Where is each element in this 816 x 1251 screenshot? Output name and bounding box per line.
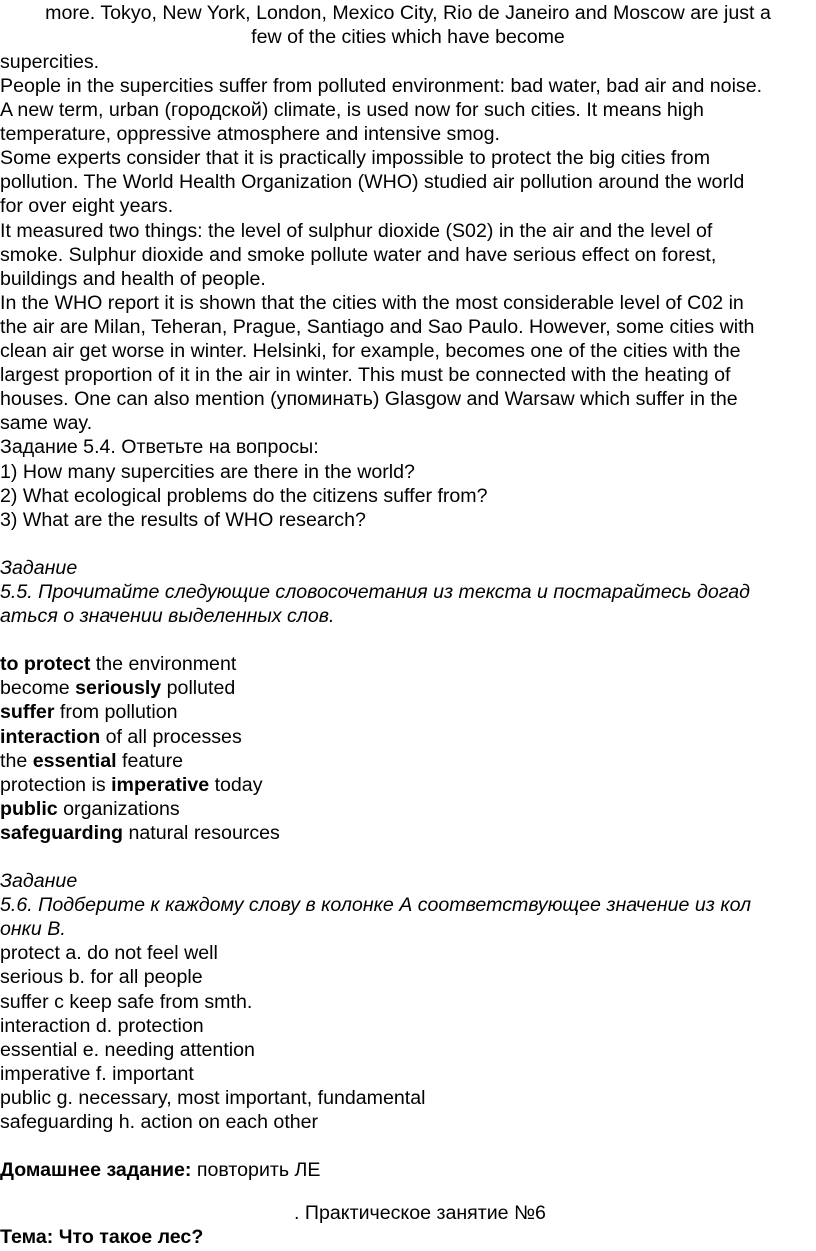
spacer: [0, 532, 816, 556]
task-5-5-label: Задание: [0, 556, 78, 579]
paragraph: [0, 146, 816, 218]
question: 2) What ecological problems do the citizens suffer from?: [0, 484, 488, 507]
highlighted-word: imperative: [111, 773, 210, 796]
paragraph-line: pollution. The World Health Organization (WHO) studied air pollution around the world: [0, 171, 745, 194]
phrase-item: protection is imperative today: [0, 773, 263, 796]
task-5-6-text: онки В.: [0, 918, 66, 941]
match-item: safeguarding h. action on each other: [0, 1111, 319, 1134]
document-body: [0, 50, 816, 1182]
spacer: [0, 845, 816, 869]
paragraph-line: A new term, urban (городской) climate, is used now for such cities. It means high: [0, 99, 704, 122]
lesson-title: . Практическое занятие №6: [294, 1202, 546, 1224]
phrase-item: safeguarding natural resources: [0, 821, 280, 844]
paragraph-line: smoke. Sulphur dioxide and smoke pollute water and have serious effect on forest,: [0, 243, 717, 266]
task-5-4: [0, 435, 816, 531]
task-5-6: [0, 869, 816, 1134]
phrase-item: interaction of all processes: [0, 725, 242, 748]
highlighted-word: public: [0, 797, 58, 820]
match-item: interaction d. protection: [0, 1014, 204, 1037]
paragraph-line: It measured two things: the level of sulphur dioxide (S02) in the air and the level of: [0, 219, 713, 242]
paragraph-line: clean air get worse in winter. Helsinki, for example, becomes one of the cities with the: [0, 340, 741, 363]
match-item: serious b. for all people: [0, 966, 203, 989]
paragraph-line: People in the supercities suffer from polluted environment: bad water, bad air and noise.: [0, 75, 763, 97]
paragraph-line: for over eight years.: [0, 195, 174, 218]
match-item: public g. necessary, most important, fundamental: [0, 1086, 426, 1109]
paragraph-line: In the WHO report it is shown that the cities with the most considerable level of C02 in: [0, 291, 744, 314]
phrase-list: [0, 652, 816, 845]
topic-heading: Тема: Что такое лес?: [0, 1226, 204, 1248]
match-item: essential e. needing attention: [0, 1038, 255, 1061]
homework-label: Домашнее задание:: [0, 1159, 192, 1182]
paragraph-line: largest proportion of it in the air in winter. This must be connected with the heating of: [0, 364, 731, 387]
paragraph-line: temperature, oppressive atmosphere and intensive smog.: [0, 123, 500, 146]
task-5-5-text: 5.5. Прочитайте следующие словосочетания из текста и постарайтесь догад: [0, 580, 750, 603]
phrase-item: public organizations: [0, 797, 180, 820]
question: 1) How many supercities are there in the world?: [0, 460, 415, 483]
highlighted-word: suffer: [0, 701, 55, 724]
homework-text: повторить ЛЕ: [191, 1159, 321, 1182]
task-5-6-label: Задание: [0, 870, 78, 893]
phrase-item: the essential feature: [0, 749, 184, 772]
homework: [0, 1158, 816, 1182]
task-5-5: [0, 556, 816, 845]
question: 3) What are the results of WHO research?: [0, 508, 366, 531]
spacer: [0, 628, 816, 652]
paragraph: [0, 74, 816, 146]
highlighted-word: interaction: [0, 725, 101, 748]
phrase-item: to protect the environment: [0, 653, 237, 676]
match-item: protect a. do not feel well: [0, 942, 218, 965]
paragraph-line: houses. One can also mention (упоминать) Glasgow and Warsaw which suffer in the: [0, 388, 738, 411]
task-5-4-heading: Задание 5.4. Ответьте на вопросы:: [0, 436, 319, 459]
match-item: suffer c keep safe from smth.: [0, 990, 253, 1013]
intro-line-1: more. Tokyo, New York, London, Mexico City, Rio de Janeiro and Moscow are just a: [45, 2, 771, 24]
match-list: [0, 941, 816, 1134]
highlighted-word: to protect: [0, 653, 91, 676]
paragraph-line: same way.: [0, 412, 93, 435]
paragraph-line: buildings and health of people.: [0, 267, 266, 290]
spacer: [0, 1134, 816, 1158]
highlighted-word: seriously: [75, 677, 162, 700]
paragraph-line: Some experts consider that it is practically impossible to protect the big cities from: [0, 147, 711, 170]
match-item: imperative f. important: [0, 1062, 194, 1085]
task-5-5-text: аться о значении выделенных слов.: [0, 605, 335, 628]
highlighted-word: safeguarding: [0, 821, 124, 844]
highlighted-word: essential: [32, 749, 117, 772]
paragraph: [0, 219, 816, 291]
paragraph-line: the air are Milan, Teheran, Prague, Santiago and Sao Paulo. However, some cities with: [0, 315, 755, 338]
intro-line-2: few of the cities which have become: [251, 26, 565, 49]
intro-line-3: supercities.: [0, 50, 100, 73]
paragraph: [0, 291, 816, 436]
intro-block: [0, 1, 816, 49]
phrase-item: become seriously polluted: [0, 677, 236, 700]
phrase-item: suffer from pollution: [0, 701, 178, 724]
task-5-6-text: 5.6. Подберите к каждому слову в колонке А соответствующее значение из кол: [0, 894, 752, 917]
